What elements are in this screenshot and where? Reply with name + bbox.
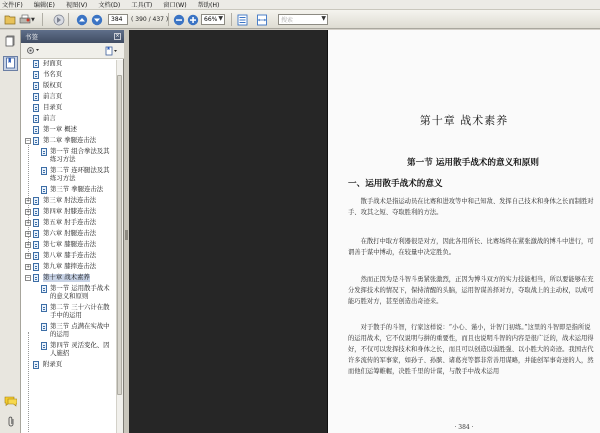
page-icon xyxy=(33,208,39,216)
attachments-button[interactable] xyxy=(3,416,18,429)
page-icon xyxy=(33,361,39,369)
gear-icon xyxy=(26,49,40,57)
chevron-down-icon: ▼ xyxy=(31,16,35,23)
page-count-label: ( 390 / 437 ) xyxy=(131,16,169,23)
page-number: · 384 · xyxy=(454,424,474,431)
page-icon xyxy=(33,82,39,90)
page-icon xyxy=(33,71,39,79)
comment-icon xyxy=(4,396,17,409)
folder-open-icon xyxy=(3,13,16,26)
paragraph: 然而正因为是斗智斗勇紧张激烈，正因为博斗双方的实力技能相当，所以要能够在充分发挥技术的情况下，保持清醒的头脑，运用智谋善择对方，夺取战上的主动权，以成可能巧胜对方，甚至创造出奇迹来。 xyxy=(348,276,594,305)
zoom-value: 66% xyxy=(204,16,218,23)
navigation-pane xyxy=(0,30,21,433)
toolbar-separator xyxy=(168,13,169,26)
bookmark-options-button[interactable] xyxy=(26,46,40,57)
bookmark-label: 第二章 拳腿连击法 xyxy=(43,136,97,144)
page-icon xyxy=(33,252,39,260)
page-icon xyxy=(41,167,47,175)
menu-file[interactable]: 文件(F) xyxy=(2,2,23,9)
page-icon xyxy=(33,241,39,249)
page-icon xyxy=(33,219,39,227)
bookmark-label: 前言 xyxy=(43,114,56,122)
expand-toggle[interactable]: + xyxy=(26,253,31,259)
plus-circle-icon xyxy=(186,13,199,26)
bookmarks-tree xyxy=(21,60,124,433)
bookmarks-panel-header xyxy=(21,30,124,43)
bookmark-label: 第五章 肘手连击法 xyxy=(43,218,97,226)
zoom-out-button[interactable] xyxy=(172,13,185,26)
menu-tools[interactable]: 工具(T) xyxy=(131,2,153,9)
hand-tool-icon xyxy=(52,13,65,26)
page-icon xyxy=(41,342,47,350)
subsection-title: 一、运用散手战术的意义 xyxy=(348,179,443,189)
page-icon xyxy=(33,93,39,101)
open-button[interactable] xyxy=(3,13,16,26)
chevron-down-icon: ▼ xyxy=(321,15,326,22)
zoom-select[interactable] xyxy=(201,14,225,25)
fit-page-icon xyxy=(236,13,249,26)
bookmarks-panel-button[interactable] xyxy=(3,56,18,71)
menu-bar xyxy=(0,0,600,10)
splitter-grip[interactable] xyxy=(125,230,128,240)
page-icon xyxy=(33,137,39,145)
menu-help[interactable]: 帮助(H) xyxy=(197,2,220,9)
search-input[interactable] xyxy=(278,14,328,25)
fit-page-button[interactable] xyxy=(236,13,249,26)
print-options-dropdown[interactable] xyxy=(31,13,35,26)
menu-edit[interactable]: 编辑(E) xyxy=(33,2,55,9)
bookmark-label: 第四节 灵活变化、因人施招 xyxy=(50,341,110,357)
bookmark-label: 第三章 肘法连击法 xyxy=(43,196,97,204)
bookmark-label: 版权页 xyxy=(43,81,63,89)
page-icon xyxy=(33,115,39,123)
toolbar xyxy=(0,10,600,29)
printer-icon xyxy=(18,13,31,26)
tree-line xyxy=(28,332,29,433)
arrow-up-icon xyxy=(75,13,88,26)
bookmark-expand-icon xyxy=(105,50,119,58)
bookmark-label: 附录页 xyxy=(43,360,63,368)
expand-toggle[interactable]: + xyxy=(26,220,31,226)
close-panel-button[interactable] xyxy=(114,33,121,40)
page-icon xyxy=(41,285,47,293)
close-icon: × xyxy=(115,33,120,39)
minus-circle-icon xyxy=(172,13,185,26)
section-title: 第一节 运用散手战术的意义和原则 xyxy=(407,158,539,168)
expand-toggle[interactable]: + xyxy=(26,242,31,248)
pages-panel-button[interactable] xyxy=(3,34,18,49)
paragraph: 散手战术是指运动员在比赛和进攻等中和己知敌、发挥自己技术和身体之长而制胜对手、攻其之短、夺取胜利的方法。 xyxy=(348,198,594,216)
expand-toggle[interactable]: + xyxy=(26,198,31,204)
paragraph: 对于散手的斗智，行家这样说：“小心、谨小，计智门初练。”这里的斗智即是指所说的运用战术，它不仅说明与拼的重要性，而且也说明斗智的内容是很广泛的，战术运用得好，不仅可以发挥技术和身体之长，而且可以创造以弱胜强、以小胜大的奇迹。我国古代许多流传的军事家，如孙子、孙膑、诸葛亮等都非常善用谋略，并能创军事奇迹的人，然而他们运筹帷幄，决胜千里的计谋，与散手中战术运用 xyxy=(348,324,594,375)
select-tool-button[interactable] xyxy=(52,13,65,26)
page-icon xyxy=(33,263,39,271)
bookmarks-panel xyxy=(21,30,124,433)
bookmarks-panel-title: 书签 xyxy=(25,33,38,41)
arrow-down-icon xyxy=(90,13,103,26)
pages-icon xyxy=(5,35,16,49)
bookmark-label: 第四章 肘膝连击法 xyxy=(43,207,97,215)
toolbar-separator xyxy=(42,13,43,26)
page-icon xyxy=(41,323,47,331)
comments-button[interactable] xyxy=(3,396,18,409)
bookmark-label: 第一章 概述 xyxy=(43,125,77,133)
toolbar-separator xyxy=(68,13,69,26)
collapse-toggle[interactable]: − xyxy=(26,275,31,281)
paragraph: 在散打中取方利器很是对方，因此各用所长、比赛场终在紧张激战的博斗中进行，可谓善于谋中博动，在较量中决定胜负。 xyxy=(348,238,594,256)
bookmark-label: 第一节 运用散手战术的意义和原则 xyxy=(50,284,110,300)
bookmark-label: 前言页 xyxy=(43,92,63,100)
bookmark-label: 第十章 战术素养 xyxy=(43,273,90,281)
chapter-title: 第十章 战术素养 xyxy=(419,114,509,127)
page-icon xyxy=(33,274,39,282)
page-icon xyxy=(41,148,47,156)
bookmark-label: 第二节 连环腿法及其练习方法 xyxy=(50,166,110,182)
expand-bookmark-button[interactable] xyxy=(105,46,119,58)
paperclip-icon xyxy=(6,416,16,430)
bookmark-label: 封面页 xyxy=(43,60,63,67)
expand-toggle[interactable]: + xyxy=(26,231,31,237)
bookmark-icon xyxy=(5,57,16,71)
zoom-in-button[interactable] xyxy=(186,13,199,26)
fit-width-button[interactable] xyxy=(255,13,268,26)
pdf-page xyxy=(327,30,600,433)
fit-width-icon xyxy=(255,13,268,26)
bookmarks-scrollbar-thumb[interactable] xyxy=(117,75,122,395)
bookmark-label: 第一节 组合拳法及其练习方法 xyxy=(50,147,110,163)
page-icon xyxy=(33,104,39,112)
bookmark-label: 第三节 拳腿连击法 xyxy=(50,185,104,193)
bookmark-label: 第九章 膝摔连击法 xyxy=(43,262,97,270)
next-page-button[interactable] xyxy=(90,13,103,26)
menu-document[interactable]: 文档(D) xyxy=(98,2,121,9)
menu-window[interactable]: 窗口(W) xyxy=(163,2,187,9)
tree-line xyxy=(28,138,29,256)
collapse-toggle[interactable]: − xyxy=(26,138,31,144)
toolbar-separator xyxy=(231,13,232,26)
bookmark-label: 目录页 xyxy=(43,103,63,111)
previous-page-button[interactable] xyxy=(75,13,88,26)
page-icon xyxy=(33,230,39,238)
bookmark-label: 第六章 肘腿连击法 xyxy=(43,229,97,237)
chevron-down-icon: ▼ xyxy=(218,15,223,22)
bookmark-label: 第三节 点满在实战中的运用 xyxy=(50,322,110,338)
bookmarks-toolbar xyxy=(21,43,124,59)
page-icon xyxy=(41,186,47,194)
expand-toggle[interactable]: + xyxy=(26,209,31,215)
document-view[interactable] xyxy=(129,30,600,433)
bookmark-label: 第八章 膝手连击法 xyxy=(43,251,97,259)
bookmark-label: 第七章 膝腿连击法 xyxy=(43,240,97,248)
page-number-input[interactable] xyxy=(108,14,128,25)
page-icon xyxy=(33,197,39,205)
page-icon xyxy=(41,304,47,312)
page-icon xyxy=(33,126,39,134)
page-icon xyxy=(33,60,39,68)
menu-view[interactable]: 视图(V) xyxy=(65,2,88,9)
search-placeholder: 搜索 xyxy=(281,17,294,24)
page-number-value: 384 xyxy=(111,16,123,23)
bookmark-label: 第二节 三十六计在散手中的运用 xyxy=(50,303,110,319)
bookmark-label: 书名页 xyxy=(43,70,63,78)
expand-toggle[interactable]: + xyxy=(26,264,31,270)
print-button[interactable] xyxy=(18,13,31,26)
